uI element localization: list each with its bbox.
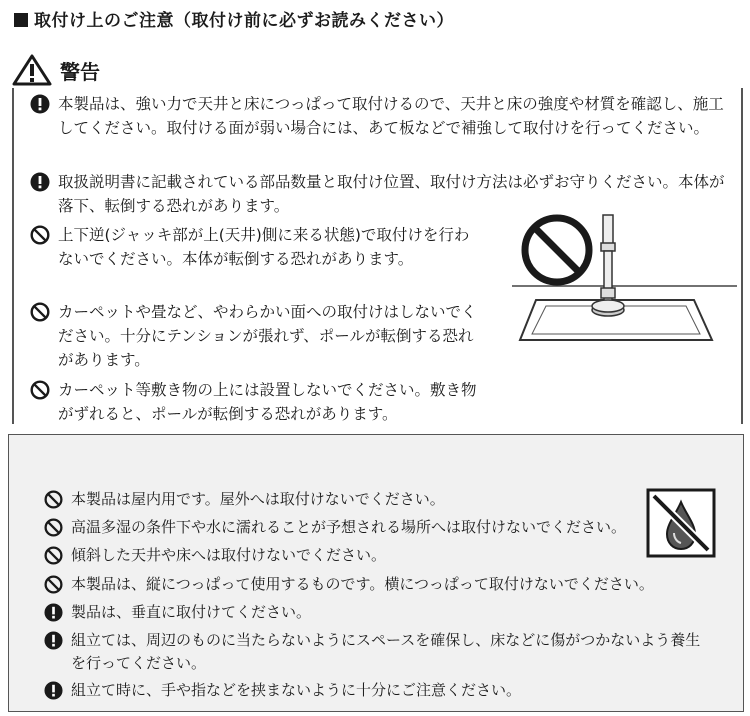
prohibited-circle-icon: [30, 302, 50, 322]
caution-item-text: 組立て時に、手や指などを挟まないように十分にご注意ください。: [71, 681, 522, 699]
warning-title: [12, 54, 100, 86]
caution-item-text: 製品は、垂直に取付けてください。: [71, 603, 312, 621]
caution-item: [44, 573, 734, 596]
caution-item: [44, 679, 734, 702]
warning-item-text: カーペットや畳など、やわらかい面への取付けはしないでください。十分にテンションが張れず、ポールが転倒する恐れがあります。: [58, 303, 477, 369]
caution-item: [44, 629, 714, 675]
warning-item-text: 上下逆(ジャッキ部が上(天井)側に来る状態)で取付けを行わないでください。本体が転倒する恐れがあります。: [58, 226, 470, 268]
warning-item-text: 本製品は、強い力で天井と床につっぱって取付けるので、天井と床の強度や材質を確認し、施工してください。取付ける面が弱い場合には、あて板などで補強して取付けを行ってください。: [58, 95, 724, 137]
warning-item: [30, 378, 480, 426]
prohibited-circle-icon: [44, 546, 63, 565]
exclamation-circle-icon: [44, 603, 63, 622]
no-pole-on-carpet-illustration: [512, 210, 737, 350]
warning-triangle-icon: [12, 54, 52, 86]
square-bullet-icon: [14, 13, 28, 27]
warning-item-text: カーペット等敷き物の上には設置しないでください。敷き物がずれると、ポールが転倒する恐れがあります。: [58, 381, 477, 423]
warning-item: [30, 300, 480, 372]
warning-item-text: 取扱説明書に記載されている部品数量と取付け位置、取付け方法は必ずお守りください。本体が落下、転倒する恐れがあります。: [58, 173, 725, 215]
prohibited-circle-icon: [30, 380, 50, 400]
warning-title-text: 警告: [60, 59, 100, 84]
page-header: [14, 6, 454, 31]
exclamation-circle-icon: [30, 94, 50, 114]
no-water-icon: [646, 488, 716, 558]
prohibited-circle-icon: [44, 518, 63, 537]
caution-item-text: 高温多湿の条件下や水に濡れることが予想される場所へは取付けないでください。: [71, 518, 627, 536]
caution-item: [44, 544, 644, 567]
prohibited-circle-icon: [44, 490, 63, 509]
prohibited-circle-icon: [30, 225, 50, 245]
exclamation-circle-icon: [44, 681, 63, 700]
caution-item: [44, 601, 734, 624]
caution-item-text: 本製品は屋内用です。屋外へは取付けないでください。: [71, 490, 445, 508]
caution-item-text: 傾斜した天井や床へは取付けないでください。: [71, 546, 387, 564]
prohibited-circle-icon: [44, 575, 63, 594]
exclamation-circle-icon: [44, 631, 63, 650]
warning-item: [30, 92, 730, 140]
caution-item-text: 組立ては、周辺のものに当たらないようにスペースを確保し、床などに傷がつかないよう養生を行ってください。: [71, 631, 701, 672]
caution-item: [44, 488, 634, 511]
caution-item: [44, 516, 644, 539]
page-header-text: 取付け上のご注意（取付け前に必ずお読みください）: [34, 11, 454, 31]
warning-item: [30, 223, 480, 271]
exclamation-circle-icon: [30, 172, 50, 192]
caution-item-text: 本製品は、縦につっぱって使用するものです。横につっぱって取付けないでください。: [71, 575, 654, 593]
